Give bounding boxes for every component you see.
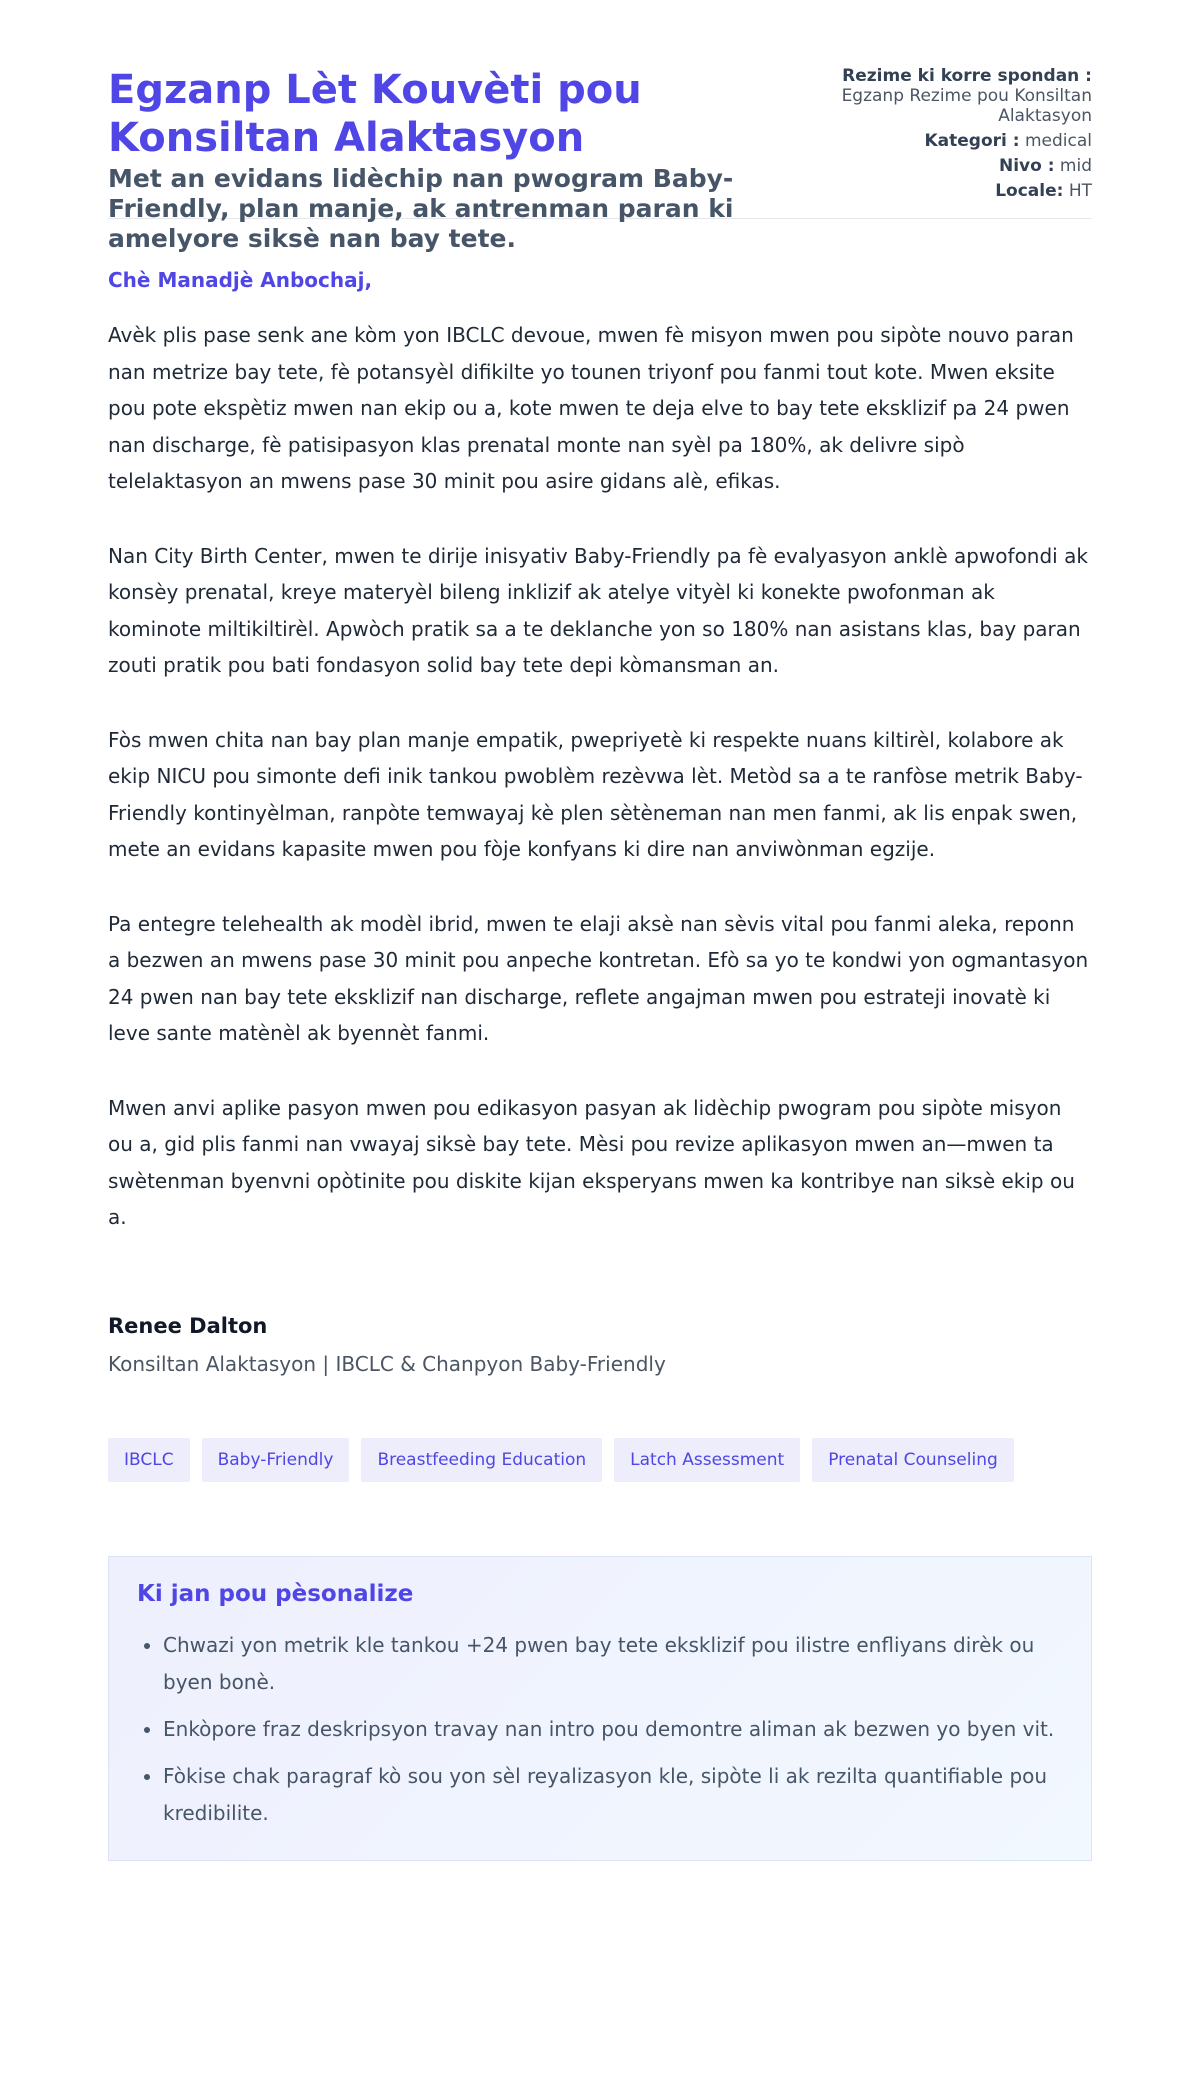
meta-resume-label: Rezime ki korre spondan : [842,66,1092,86]
signature-role: Konsiltan Alaktasyon | IBCLC & Chanpyon Baby-Friendly [108,1351,666,1376]
document-header [108,0,1092,253]
skill-tags [108,1438,1092,1482]
letter-paragraph: Nan City Birth Center, mwen te dirije inisyativ Baby-Friendly pa fè evalyasyon anklè apwofondi ak konsèy prenatal, kreye materyèl bileng inklizif ak atelye vityèl ki konekte pwofonman ak kominote miltikiltirèl. Apwòch pratik sa a te deklanche yon so 180% nan asistans klas, bay paran zouti pratik pou bati fondasyon solid bay tete depi kòmansman an. [108,543,1088,677]
meta-resume-link[interactable]: Egzanp Rezime pou Konsiltan Alaktasyon [841,86,1092,126]
meta-category-label: Kategori : [924,131,1020,151]
meta-level-value: mid [1059,156,1092,176]
tips-list [137,1627,1063,1832]
tips-item: • Fòkise chak paragraf kò sou yon sèl reyalizasyon kle, sipòte li ak rezilta quantifiable pou kredibilite. [163,1758,1063,1832]
skill-tag: Baby-Friendly [202,1438,350,1482]
letter-paragraph: Fòs mwen chita nan bay plan manje empatik, pwepriyetè ki respekte nuans kiltirèl, kolabore ak ekip NICU pou simonte defi inik tankou pwoblèm rezèvwa lèt. Metòd sa a te ranfòse metrik Baby-Friendly kontinyèlman, ranpòte temwayaj kè plen sètèneman nan men fanmi, ak lis enpak swen, mete an evidans kapasite mwen pou fòje konfyans ki dire nan anviwònman egzije. [108,727,1083,861]
skill-tag: IBCLC [108,1438,190,1482]
meta-panel [792,66,1092,206]
meta-category [792,131,1092,151]
meta-locale-label: Locale: [995,181,1064,201]
meta-locale-value: HT [1068,181,1092,201]
skill-tag: Latch Assessment [614,1438,800,1482]
letter-paragraph: Mwen anvi aplike pasyon mwen pou edikasyon pasyan ak lidèchip pwogram pou sipòte misyon ou a, gid plis fanmi nan vwayaj siksè bay tete. Mèsi pou revize aplikasyon mwen an—mwen ta swètenman byenvni opòtinite pou diskite kijan eksperyans mwen ka kontribye nan siksè ekip ou a. [108,1095,1075,1229]
letter-body [108,267,1092,1378]
customization-tips-box [108,1556,1092,1861]
signature-name: Renee Dalton [108,1313,268,1338]
meta-resume [792,66,1092,126]
meta-level-label: Nivo : [998,156,1055,176]
page-title: Egzanp Lèt Kouvèti pou Konsiltan Alaktasyon [108,67,642,161]
tips-item: • Enkòpore fraz deskripsyon travay nan intro pou demontre aliman ak bezwen yo byen vit. [163,1711,1063,1748]
skill-tag: Breastfeeding Education [361,1438,602,1482]
tips-title: Ki jan pou pèsonalize [137,1580,414,1607]
skill-tag: Prenatal Counseling [812,1438,1014,1482]
meta-level [792,156,1092,176]
meta-locale [792,181,1092,201]
tips-item: • Chwazi yon metrik kle tankou +24 pwen bay tete eksklizif pou ilistre enfliyans dirèk ou byen bonè. [163,1627,1063,1701]
letter-paragraph: Pa entegre telehealth ak modèl ibrid, mwen te elaji aksè nan sèvis vital pou fanmi aleka, reponn a bezwen an mwens pase 30 minit pou anpeche kontretan. Efò sa yo te kondwi yon ogmantasyon 24 pwen nan bay tete eksklizif nan discharge, reflete angajman mwen pou estrateji inovatè ki leve sante matènèl ak byennèt fanmi. [108,911,1089,1045]
page-subtitle: Met an evidans lidèchip nan pwogram Baby-Friendly, plan manje, ak antrenman paran ki amelyore siksè nan bay tete. [108,164,734,253]
meta-category-value: medical [1024,131,1092,151]
salutation: Chè Manadjè Anbochaj, [108,268,373,292]
letter-paragraph: Avèk plis pase senk ane kòm yon IBCLC devoue, mwen fè misyon mwen pou sipòte nouvo paran nan metrize bay tete, fè potansyèl difikilte yo tounen triyonf pou fanmi tout kote. Mwen eksite pou pote ekspètiz mwen nan ekip ou a, kote mwen te deja elve to bay tete eksklizif pa 24 pwen nan discharge, fè patisipasyon klas prenatal monte nan syèl pa 180%, ak delivre sipò telelaktasyon an mwens pase 30 minit pou asire gidans alè, efikas. [108,323,1074,493]
